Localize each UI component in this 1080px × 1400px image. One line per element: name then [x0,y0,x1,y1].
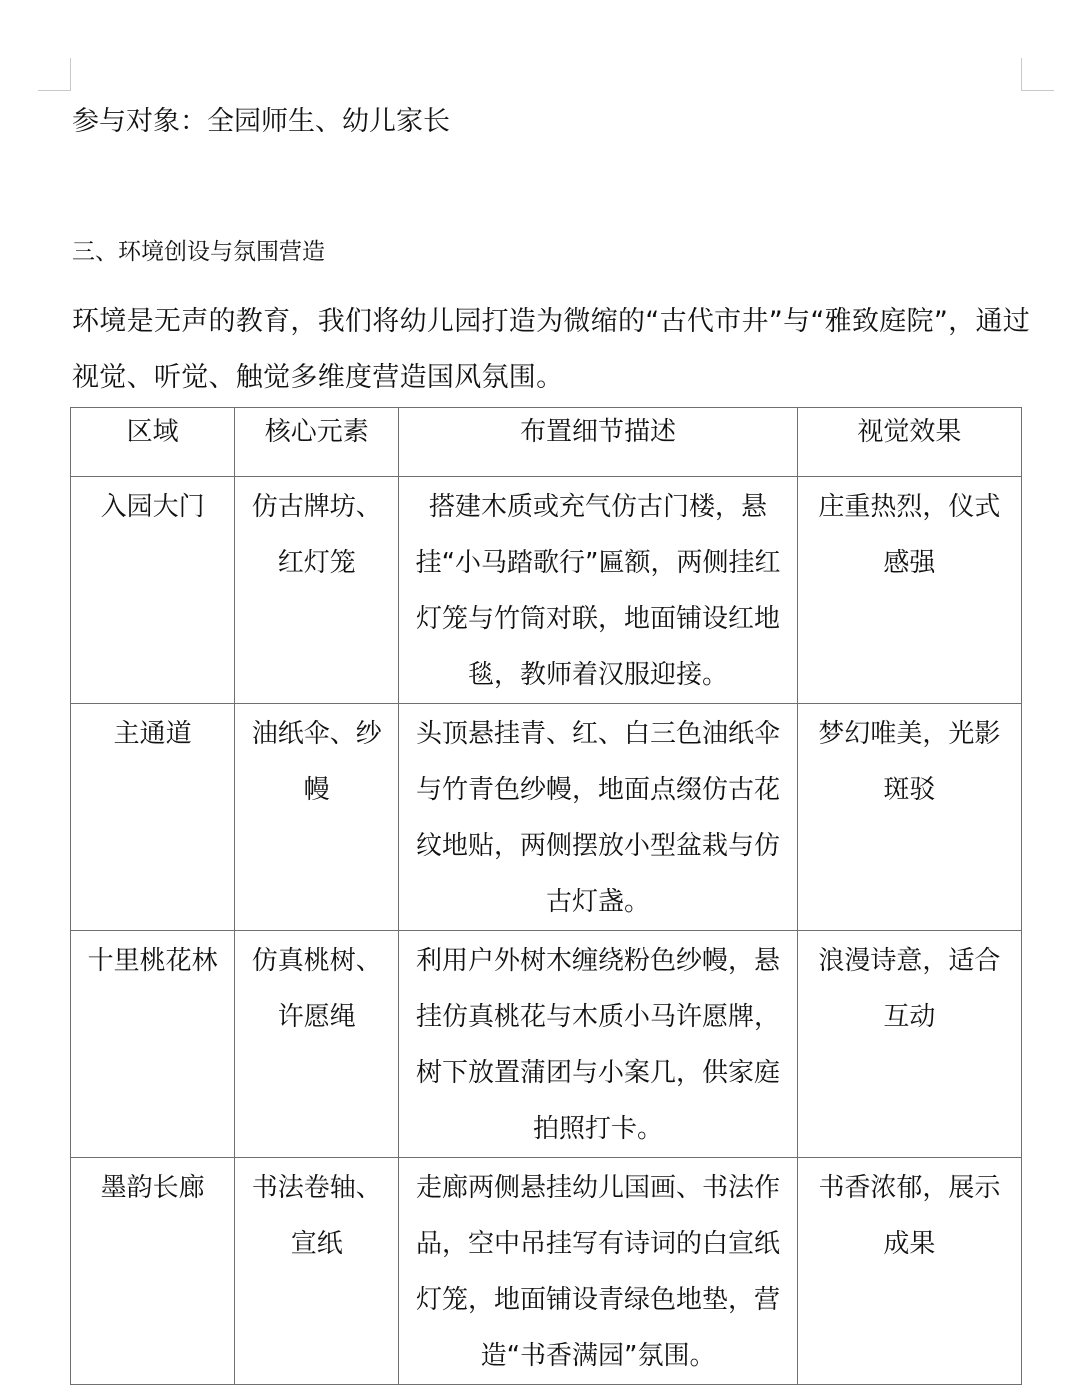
header-effect: 视觉效果 [797,408,1021,477]
participants-line: 参与对象：全园师生、幼儿家长 [72,106,450,137]
intro-paragraph: 环境是无声的教育，我们将幼儿园打造为微缩的“古代市井”与“雅致庭院”，通过视觉、听觉、触觉多维度营造国风氛围。 [72,306,1031,393]
cell-elements: 油纸伞、纱幔 [235,704,399,931]
cell-area: 墨韵长廊 [71,1158,235,1385]
cell-area: 主通道 [71,704,235,931]
cell-area: 入园大门 [71,477,235,704]
cell-area: 十里桃花林 [71,931,235,1158]
cell-details: 头顶悬挂青、红、白三色油纸伞与竹青色纱幔，地面点缀仿古花纹地贴，两侧摆放小型盆栽与仿古灯盏。 [399,704,797,931]
cell-effect: 浪漫诗意，适合互动 [797,931,1021,1158]
cell-elements: 仿古牌坊、红灯笼 [235,477,399,704]
header-area: 区域 [71,408,235,477]
cell-details: 走廊两侧悬挂幼儿国画、书法作品，空中吊挂写有诗词的白宣纸灯笼，地面铺设青绿色地垫，营造“书香满园”氛围。 [399,1158,797,1385]
table-row [71,477,1022,704]
cell-effect: 梦幻唯美，光影斑驳 [797,704,1021,931]
cell-elements: 仿真桃树、许愿绳 [235,931,399,1158]
cell-elements: 书法卷轴、宣纸 [235,1158,399,1385]
table-row [71,1158,1022,1385]
cell-details: 搭建木质或充气仿古门楼，悬挂“小马踏歌行”匾额，两侧挂红灯笼与竹筒对联，地面铺设红地毯，教师着汉服迎接。 [399,477,797,704]
table-header-row [71,408,1022,477]
table-row [71,704,1022,931]
cell-effect: 庄重热烈，仪式感强 [797,477,1021,704]
header-elements: 核心元素 [235,408,399,477]
cell-details: 利用户外树木缠绕粉色纱幔，悬挂仿真桃花与木质小马许愿牌，树下放置蒲团与小案几，供家庭拍照打卡。 [399,931,797,1158]
header-details: 布置细节描述 [399,408,797,477]
cell-effect: 书香浓郁，展示成果 [797,1158,1021,1385]
crop-mark-top-right [1021,58,1054,91]
crop-mark-top-left [38,58,71,91]
environment-table [70,407,1022,1385]
table-row [71,931,1022,1158]
section-heading: 三、环境创设与氛围营造 [72,239,325,265]
